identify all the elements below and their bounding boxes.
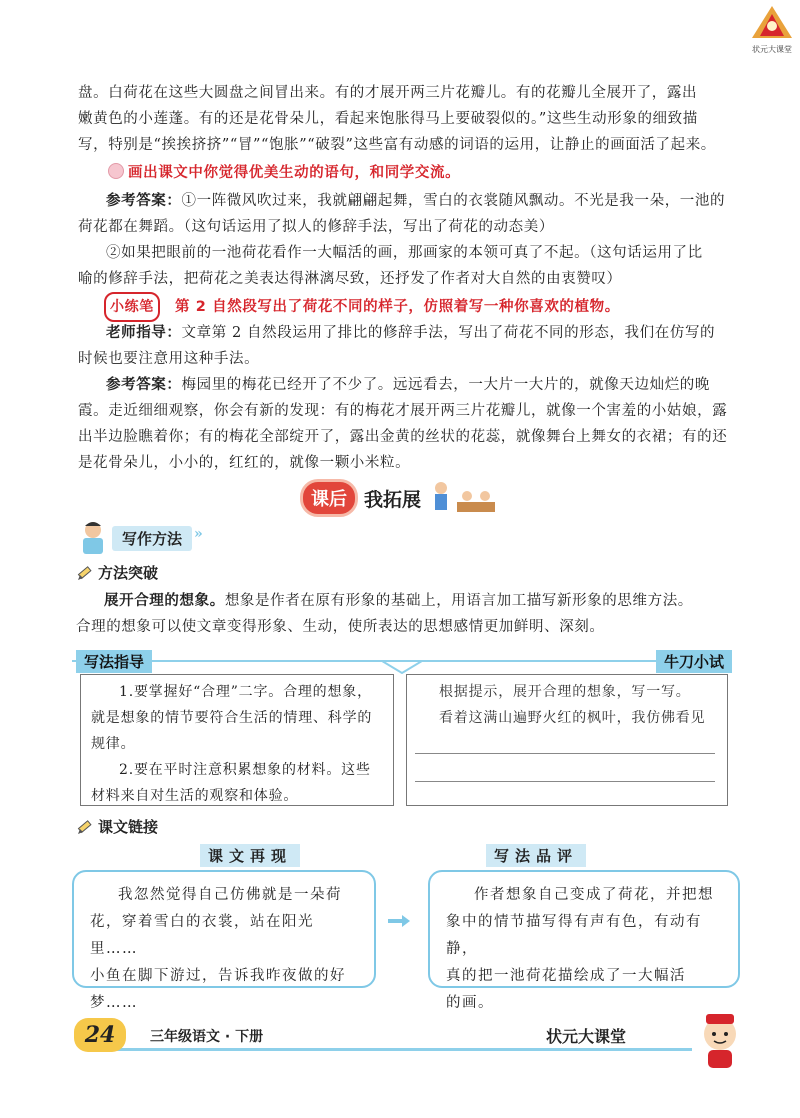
page-number: 24 — [74, 1018, 126, 1052]
recap-line: 梦…… — [90, 995, 138, 1011]
text-line: 时候也要注意用这种手法。 — [78, 351, 260, 367]
recap-line: 小鱼在脚下游过，告诉我昨夜做的好 — [90, 968, 346, 984]
guide-trial-panel — [72, 648, 732, 808]
answer-block-2 — [78, 240, 744, 292]
text-line: ①一阵微风吹过来，我就翩翩起舞，雪白的衣裳随风飘动。不光是我一朵，一池的 — [181, 193, 726, 209]
guide-item1-line: 就是想象的情节要符合生活的情理、科学的 — [91, 710, 373, 726]
imagination-paragraph — [76, 588, 746, 640]
writing-method-label: 写作方法 — [112, 526, 192, 551]
task-text: 画出课文中你觉得优美生动的语句，和同学交流。 — [128, 165, 461, 181]
review-line: 象中的情节描写得有声有色，有动有静， — [446, 914, 702, 957]
review-line: 真的把一池荷花描绘成了一大幅活 — [446, 968, 686, 984]
answer-label: 参考答案： — [106, 193, 182, 209]
guide-item2-line: 材料来自对生活的观察和体验。 — [91, 788, 299, 804]
practice-task: 第 2 自然段写出了荷花不同的样子，仿照着写一种你喜欢的植物。 — [175, 299, 620, 315]
writing-method-header — [74, 520, 214, 556]
text-line: 合理的想象可以使文章变得形象、生动，使所表达的思想感情更加鲜明、深刻。 — [76, 619, 605, 635]
guide-item1-line: 1.要掌握好“合理”二字。合理的想象， — [119, 684, 372, 700]
recap-title: 课文再现 — [200, 844, 300, 867]
teacher-icon — [74, 520, 112, 556]
text-line: 喻的修辞手法，把荷花之美表达得淋漓尽致，还抒发了作者对大自然的由衷赞叹） — [78, 271, 622, 287]
section-banner-circle: 课后 — [300, 479, 358, 517]
trial-line1: 根据提示，展开合理的想象，写一写。 — [439, 684, 691, 700]
intro-paragraph — [78, 80, 744, 158]
pencil-icon — [76, 564, 94, 582]
guide-box — [80, 674, 394, 806]
review-title: 写法品评 — [486, 844, 586, 867]
section-banner — [300, 480, 499, 516]
logo-text: 状元大课堂 — [752, 45, 792, 54]
chevron-right-icon: » — [194, 526, 203, 542]
guide-item2-line: 2.要在平时注意积累想象的材料。这些 — [119, 762, 371, 778]
text-line: 想象是作者在原有形象的基础上，用语言加工描写新形象的思维方法。 — [224, 593, 693, 609]
review-line: 的画。 — [446, 995, 494, 1011]
panel-notch — [382, 648, 422, 674]
text-link-label: 课文链接 — [98, 818, 159, 836]
answer-line[interactable] — [415, 753, 715, 754]
text-line: 荷花都在舞蹈。（这句话运用了拟人的修辞手法，写出了荷花的动态美） — [78, 219, 554, 235]
answer-block-3 — [78, 372, 744, 476]
brand-label: 状元大课堂 — [546, 1027, 627, 1046]
pencil-icon — [76, 818, 94, 836]
teacher-block — [78, 320, 744, 372]
text-link-header — [76, 816, 158, 837]
recap-line: 我忽然觉得自己仿佛就是一朵荷 — [118, 887, 342, 903]
practice-tag: 小练笔 — [104, 292, 160, 322]
recap-box — [72, 870, 376, 1011]
logo-icon — [748, 4, 796, 40]
section-banner-text: 我拓展 — [364, 488, 422, 511]
grade-label: 三年级语文 · 下册 — [150, 1029, 264, 1045]
text-line: 梅园里的梅花已经开了不少了。远远看去，一大片一大片的，就像天边灿烂的晚 — [181, 377, 710, 393]
text-line: 是花骨朵儿，小小的，红红的，就像一颗小米粒。 — [78, 455, 411, 471]
review-line: 作者想象自己变成了荷花，并把想 — [474, 887, 714, 903]
text-line: 嫩黄色的小莲蓬。有的还是花骨朵儿，看起来饱胀得马上要破裂似的。”这些生动形象的细致描 — [78, 111, 698, 127]
guide-title: 写法指导 — [76, 650, 152, 673]
method-breakthrough-label: 方法突破 — [98, 564, 159, 582]
task-line — [108, 160, 774, 186]
text-line: 出半边脸瞧着你；有的梅花全部绽开了，露出金黄的丝状的花蕊，就像舞台上舞女的衣裙；有的还 — [78, 429, 728, 445]
practice-line — [104, 292, 770, 322]
footer — [74, 1018, 764, 1078]
answer-line[interactable] — [415, 781, 715, 782]
trial-title: 牛刀小试 — [656, 650, 732, 673]
trial-box — [406, 674, 728, 806]
method-breakthrough-header — [76, 562, 158, 583]
trial-line2: 看着这满山遍野火红的枫叶，我仿佛看见 — [439, 710, 706, 726]
mascot-icon — [690, 1010, 750, 1074]
recap-line: 花，穿着雪白的衣裳，站在阳光里…… — [90, 914, 314, 957]
teacher-students-icon — [427, 480, 499, 516]
answer-block-1 — [78, 188, 744, 240]
text-line: 写，特别是“挨挨挤挤”“冒”“饱胀”“破裂”这些富有动感的词语的运用，让静止的画面活了起来。 — [78, 137, 716, 153]
imagination-title: 展开合理的想象。 — [104, 593, 225, 609]
text-line: 文章第 2 自然段运用了排比的修辞手法，写出了荷花不同的形态，我们在仿写的 — [181, 325, 716, 341]
text-line: 盘。白荷花在这些大圆盘之间冒出来。有的才展开两三片花瓣儿。有的花瓣儿全展开了，露出 — [78, 85, 698, 101]
guide-item1-line: 规律。 — [91, 736, 136, 752]
text-line: ②如果把眼前的一池荷花看作一大幅活的画，那画家的本领可真了不起。（这句话运用了比 — [106, 245, 703, 261]
arrow-right-icon — [388, 912, 410, 924]
review-box — [428, 870, 740, 1011]
brand-logo — [748, 4, 796, 54]
task-bullet-icon — [108, 163, 124, 179]
text-line: 霞。走近细细观察，你会有新的发现：有的梅花才展开两三片花瓣儿，就像一个害羞的小姑娘，露 — [78, 403, 728, 419]
teacher-label: 老师指导： — [106, 325, 182, 341]
answer-label: 参考答案： — [106, 377, 182, 393]
